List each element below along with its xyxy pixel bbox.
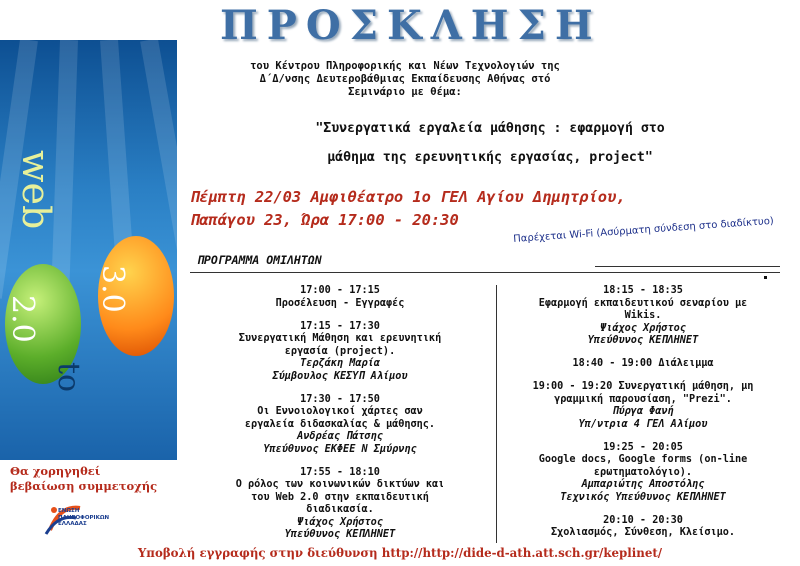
dot-mark — [764, 276, 767, 279]
logo-text-line-1: ΕΝΩΣΗ — [58, 508, 80, 514]
session-line: Σύμβουλος ΚΕΣΥΠ Αλίμου — [272, 370, 408, 382]
session-line: Οι Εννοιολογικοί χάρτες σαν — [257, 406, 423, 417]
divider-horizontal — [190, 272, 780, 273]
session-line: Ο ρόλος των κοινωνικών δικτύων και — [235, 479, 445, 490]
session-time: 18:15 - 18:35 — [603, 285, 683, 296]
session-line: εργαλεία διδασκαλίας & μάθησης. — [244, 418, 436, 430]
divider-top-right — [595, 266, 780, 267]
session-line: Υπεύθυνος ΚΕΠΛΗΝΕΤ — [284, 529, 396, 540]
session-line: Προσέλευση - Εγγραφές — [275, 297, 405, 309]
certificate-line-1: Θα χορηγηθεί — [10, 464, 101, 478]
program-heading: ΠΡΟΓΡΑΜΜΑ ΟΜΙΛΗΤΩΝ — [197, 253, 322, 267]
session-line: γραμμική παρουσίαση, "Prezi". — [554, 393, 732, 405]
poster-to-text: to — [51, 362, 86, 393]
poster-web-text: web — [14, 150, 58, 230]
session-line: ερωτηματολόγιο). — [593, 466, 693, 478]
poster-version-3-text: 3.0 — [95, 265, 130, 313]
session-line: Ψιάχος Χρήστος — [600, 322, 686, 334]
session-line: Υπεύθυνος ΚΕΠΛΗΝΕΤ — [587, 335, 699, 346]
session-line: Αμπαριώτης Αποστόλης — [581, 479, 705, 490]
session-time: 18:40 - 19:00 Διάλειμμα — [572, 358, 714, 369]
logo-text-line-3: ΕΛΛΑΔΑΣ — [58, 521, 87, 527]
session-time: 17:30 - 17:50 — [300, 393, 380, 405]
session-line: Υπεύθυνος ΕΚΦΕΕ Ν Σμύρνης — [263, 443, 417, 455]
program-session — [190, 321, 490, 384]
session-line: Wikis. — [624, 310, 662, 321]
session-line: εργασία (project). — [284, 345, 396, 357]
session-time: 17:00 - 17:15 — [300, 285, 380, 296]
wifi-note: Παρέχεται Wi-Fi (Ασύρματη σύνδεση στο διαδίκτυο) — [513, 215, 775, 245]
seminar-topic-line-2: μάθημα της ερευνητικής εργασίας, project" — [327, 150, 653, 165]
poster-version-2-text: 2.0 — [5, 295, 40, 343]
certificate-line-2: βεβαίωση συμμετοχής — [10, 479, 158, 493]
session-time: 17:55 - 18:10 — [300, 466, 380, 478]
seminar-topic-line-1: "Συνεργατικά εργαλεία μάθησης : εφαρμογή στο — [315, 121, 665, 136]
session-time: 17:15 - 17:30 — [300, 320, 380, 332]
event-details-line-1: Πέμπτη 22/03 Αμφιθέατρο 1ο ΓΕΛ Αγίου Δημητρίου, — [190, 188, 626, 206]
web-poster-image — [0, 40, 177, 460]
session-line: Πύργα Φανή — [612, 406, 674, 417]
session-line: Εφαρμογή εκπαιδευτικού σεναρίου με — [538, 297, 748, 309]
session-line: του Web 2.0 στην εκπαιδευτική — [251, 491, 429, 503]
header-line-3: Σεμινάριο με θέμα: — [348, 86, 462, 98]
session-time: 19:00 - 19:20 Συνεργατική μάθηση, μη — [532, 381, 754, 392]
logo-text-line-2: ΠΛΗΡΟΦΟΡΙΚΩΝ — [58, 514, 110, 521]
program-session — [498, 515, 788, 540]
program-session — [190, 285, 490, 310]
session-line: Google docs, Google forms (on-line — [538, 454, 748, 465]
program-session — [498, 381, 788, 431]
session-line: Ανδρέας Πάτσης — [297, 431, 383, 442]
session-line: Συνεργατική Μάθηση και ερευνητική — [238, 333, 442, 344]
session-line: Τερζάκη Μαρία — [300, 358, 380, 369]
event-details-line-2: Παπάγου 23, Ώρα 17:00 - 20:30 — [190, 211, 459, 229]
program-session — [190, 467, 490, 542]
program-session — [498, 358, 788, 371]
program-session — [498, 285, 788, 348]
program-left-column — [190, 285, 490, 552]
session-line: Υπ/ντρια 4 ΓΕΛ Αλίμου — [578, 418, 708, 430]
registration-footer: Υποβολή εγγραφής στην διεύθυνση http://http://dide-d-ath.att.sch.gr/keplinet/ — [137, 546, 663, 560]
session-line: Σχολιασμός, Σύνθεση, Κλείσιμο. — [550, 527, 735, 538]
program-right-column — [498, 285, 788, 550]
session-line: Ψιάχος Χρήστος — [297, 516, 383, 528]
header-line-1: του Κέντρου Πληροφορικής και Νέων Τεχνολογιών της — [250, 60, 560, 72]
session-time: 20:10 - 20:30 — [603, 514, 683, 526]
session-line: διαδικασία. — [306, 504, 374, 515]
program-session — [190, 394, 490, 457]
session-time: 19:25 - 20:05 — [603, 441, 683, 453]
program-session — [498, 442, 788, 505]
invitation-title: ΠΡΟΣΚΛΗΣΗ — [220, 2, 602, 49]
divider-vertical — [496, 285, 497, 543]
logo-text — [58, 508, 118, 528]
header-line-2: Δ΄Δ/νσης Δευτεροβάθμιας Εκπαίδευσης Αθήνας στό — [259, 73, 551, 85]
session-line: Τεχνικός Υπεύθυνος ΚΕΠΛΗΝΕΤ — [560, 491, 726, 503]
certificate-note — [10, 464, 180, 494]
